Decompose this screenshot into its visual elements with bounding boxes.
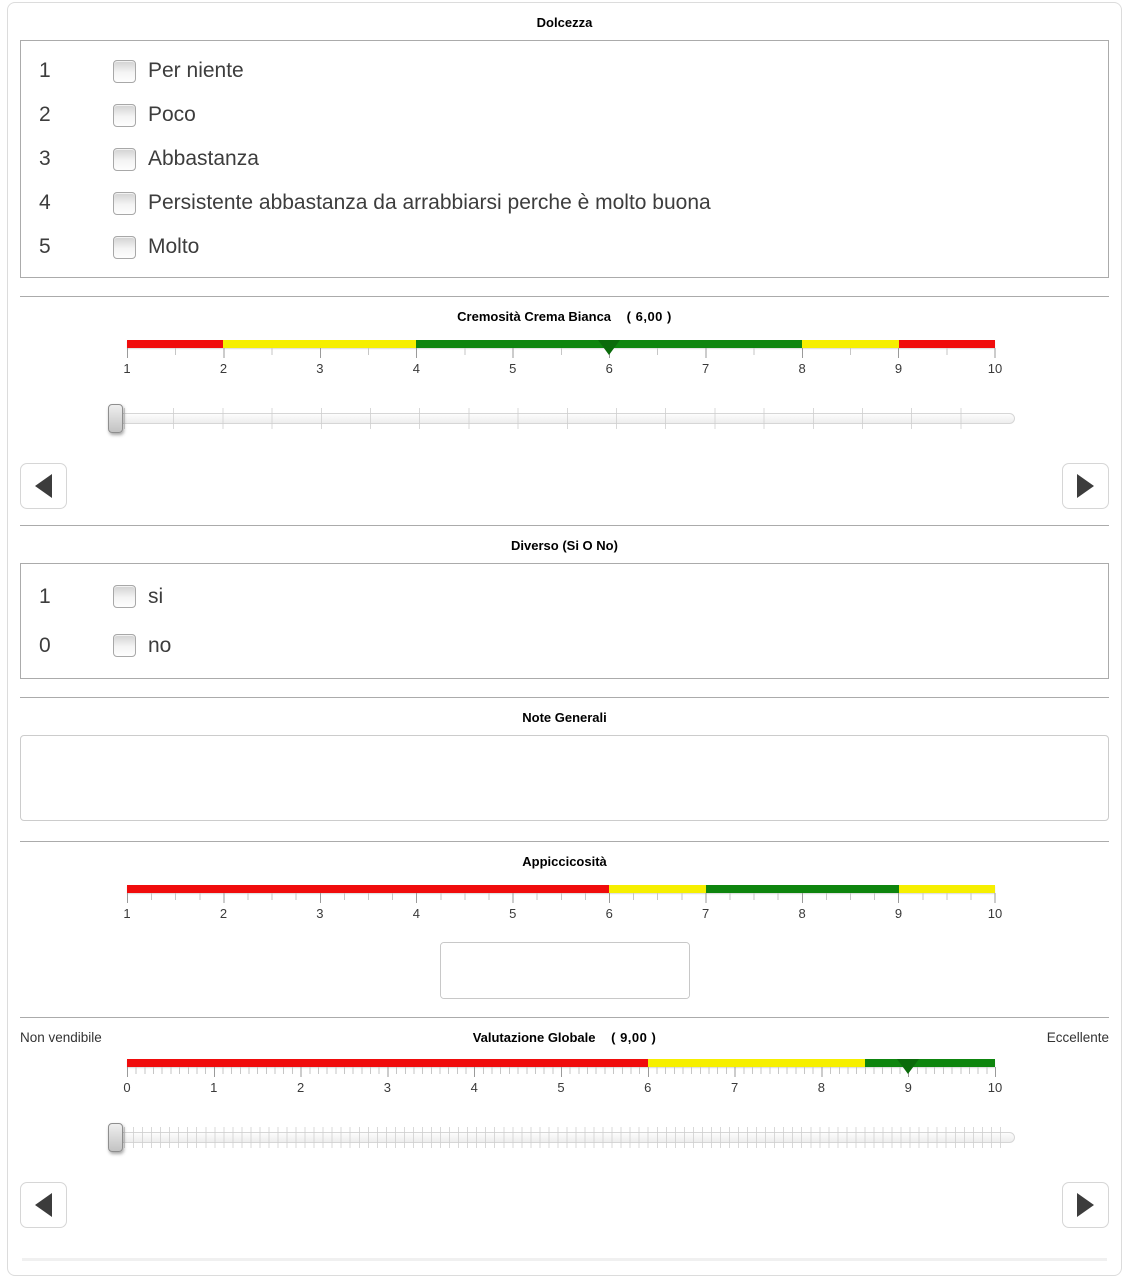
- tick-label: 8: [798, 361, 806, 376]
- option-label: si: [148, 584, 164, 608]
- tick-label: 0: [123, 1080, 131, 1095]
- scale-segment-yellow: [899, 885, 995, 893]
- section-title-dolcezza: Dolcezza: [536, 15, 593, 30]
- spinner-buttons: [689, 943, 690, 998]
- tick-label: 4: [412, 906, 420, 921]
- survey-form: [7, 2, 1122, 1276]
- cremosita-slider-track[interactable]: [110, 413, 1015, 424]
- option-label: Abbastanza: [148, 147, 259, 170]
- arrow-left-icon: [35, 1193, 52, 1217]
- valutazione-slider-handle[interactable]: [108, 1123, 123, 1152]
- option-checkbox[interactable]: [113, 192, 136, 215]
- option-value: 3: [39, 147, 51, 170]
- valutazione-nav: [20, 1182, 1109, 1228]
- tick-label: 7: [702, 906, 710, 921]
- tick-label: 6: [605, 361, 613, 376]
- appiccicosita-value-input[interactable]: [441, 943, 689, 998]
- tick-label: 2: [296, 1080, 305, 1095]
- tick-label: 10: [987, 906, 1003, 921]
- diverso-options-box: [20, 563, 1109, 679]
- scale-segment-red: [899, 340, 995, 348]
- scale-segment-green: [865, 1059, 995, 1067]
- cremosita-tick-labels: [123, 361, 1003, 381]
- major-ticks: [127, 348, 997, 358]
- scale-max-label: Eccellente: [1046, 1030, 1109, 1045]
- tick-label: 3: [316, 906, 324, 921]
- appiccicosita-scale: [123, 885, 1003, 926]
- option-checkbox[interactable]: [113, 148, 136, 171]
- tick-label: 3: [383, 1080, 392, 1095]
- option-value: 1: [39, 59, 51, 82]
- tick-label: 7: [702, 361, 710, 376]
- scale-value: ( 9,00 ): [611, 1030, 657, 1045]
- section-title-diverso: Diverso (Si O No): [511, 538, 618, 553]
- section-diverso: [20, 525, 1109, 679]
- tick-label: 9: [904, 1080, 912, 1095]
- scale-title: Cremosità Crema Bianca: [457, 309, 612, 324]
- tick-label: 10: [987, 1080, 1003, 1095]
- cremosita-scale: [123, 340, 1003, 381]
- section-title-cremosita: [20, 297, 1109, 328]
- section-note: [20, 697, 1109, 821]
- tick-label: 10: [987, 361, 1003, 376]
- cremosita-ticks: [127, 348, 995, 358]
- option-row: [21, 137, 1108, 181]
- valutazione-slider: [110, 1124, 1015, 1154]
- scale-title: Valutazione Globale: [472, 1030, 596, 1045]
- scale-value: ( 6,00 ): [626, 309, 672, 324]
- option-label: Per niente: [148, 59, 244, 82]
- arrow-left-icon: [35, 474, 52, 498]
- option-value: 2: [39, 103, 51, 126]
- scale-segment-yellow: [802, 340, 898, 348]
- option-row: [21, 621, 1108, 670]
- cremosita-nav: [20, 463, 1109, 509]
- tick-label: 1: [123, 361, 131, 376]
- section-dolcezza: [20, 3, 1109, 278]
- option-label: no: [148, 633, 172, 657]
- option-checkbox[interactable]: [113, 104, 136, 127]
- tick-label: 3: [316, 361, 324, 376]
- prev-button[interactable]: [20, 1182, 67, 1228]
- scale-min-label: Non vendibile: [20, 1030, 102, 1045]
- tick-label: 1: [123, 906, 131, 921]
- tick-label: 2: [219, 361, 228, 376]
- option-value: 0: [39, 633, 51, 657]
- dolcezza-options-box: [20, 40, 1109, 278]
- tick-label: 9: [894, 906, 903, 921]
- section-title-appiccicosita: Appiccicosità: [522, 854, 607, 869]
- scale-segment-yellow: [223, 340, 416, 348]
- next-button[interactable]: [1062, 1182, 1109, 1228]
- prev-button[interactable]: [20, 463, 67, 509]
- valutazione-scale: [123, 1059, 1003, 1100]
- valutazione-color-bar: [127, 1059, 995, 1067]
- cremosita-value-marker: [598, 340, 620, 355]
- option-value: 5: [39, 235, 51, 258]
- scale-segment-red: [127, 340, 223, 348]
- section-cremosita: [20, 296, 1109, 509]
- option-row: [21, 49, 1108, 93]
- scale-segment-yellow: [609, 885, 705, 893]
- valutazione-tick-labels: [123, 1080, 1003, 1100]
- option-row: [21, 181, 1108, 225]
- option-row: [21, 225, 1108, 269]
- option-label: Molto: [148, 235, 200, 258]
- bottom-scrollbar[interactable]: [22, 1258, 1107, 1261]
- appiccicosita-spinner: [440, 942, 690, 999]
- next-button[interactable]: [1062, 463, 1109, 509]
- appiccicosita-ticks: [127, 893, 995, 903]
- tick-label: 9: [894, 361, 903, 376]
- section-valutazione: [20, 1017, 1109, 1261]
- scale-segment-red: [127, 885, 609, 893]
- scale-segment-red: [127, 1059, 648, 1067]
- valutazione-ticks: [127, 1067, 995, 1077]
- option-checkbox[interactable]: [113, 634, 136, 657]
- option-checkbox[interactable]: [113, 585, 136, 608]
- appiccicosita-color-bar: [127, 885, 995, 893]
- appiccicosita-tick-labels: [123, 906, 1003, 926]
- valutazione-value-marker: [897, 1059, 919, 1074]
- arrow-right-icon: [1077, 474, 1094, 498]
- option-label: Persistente abbastanza da arrabbiarsi perche è molto buona: [148, 191, 711, 214]
- tick-label: 5: [509, 906, 517, 921]
- cremosita-slider-handle[interactable]: [108, 404, 123, 433]
- tick-label: 7: [730, 1080, 739, 1095]
- major-ticks: [127, 893, 997, 903]
- option-value: 4: [39, 191, 51, 214]
- tick-label: 2: [219, 906, 228, 921]
- major-ticks: [127, 1067, 997, 1077]
- tick-label: 8: [817, 1080, 826, 1095]
- tick-label: 6: [605, 906, 613, 921]
- arrow-right-icon: [1077, 1193, 1094, 1217]
- tick-label: 5: [509, 361, 517, 376]
- section-appiccicosita: [20, 841, 1109, 999]
- valutazione-slider-track[interactable]: [110, 1132, 1015, 1143]
- section-title-valutazione: [20, 1018, 1109, 1049]
- scale-segment-green: [706, 885, 899, 893]
- tick-label: 1: [210, 1080, 218, 1095]
- option-value: 1: [39, 584, 51, 608]
- tick-label: 4: [412, 361, 420, 376]
- scale-segment-yellow: [648, 1059, 865, 1067]
- option-label: Poco: [148, 103, 196, 126]
- tick-label: 8: [798, 906, 806, 921]
- tick-label: 5: [557, 1080, 565, 1095]
- tick-label: 4: [470, 1080, 478, 1095]
- option-checkbox[interactable]: [113, 60, 136, 83]
- option-row: [21, 572, 1108, 621]
- cremosita-slider: [110, 405, 1015, 435]
- option-checkbox[interactable]: [113, 236, 136, 259]
- tick-label: 6: [644, 1080, 652, 1095]
- cremosita-color-bar: [127, 340, 995, 348]
- option-row: [21, 93, 1108, 137]
- section-title-note: Note Generali: [522, 710, 607, 725]
- note-textarea[interactable]: [20, 735, 1109, 821]
